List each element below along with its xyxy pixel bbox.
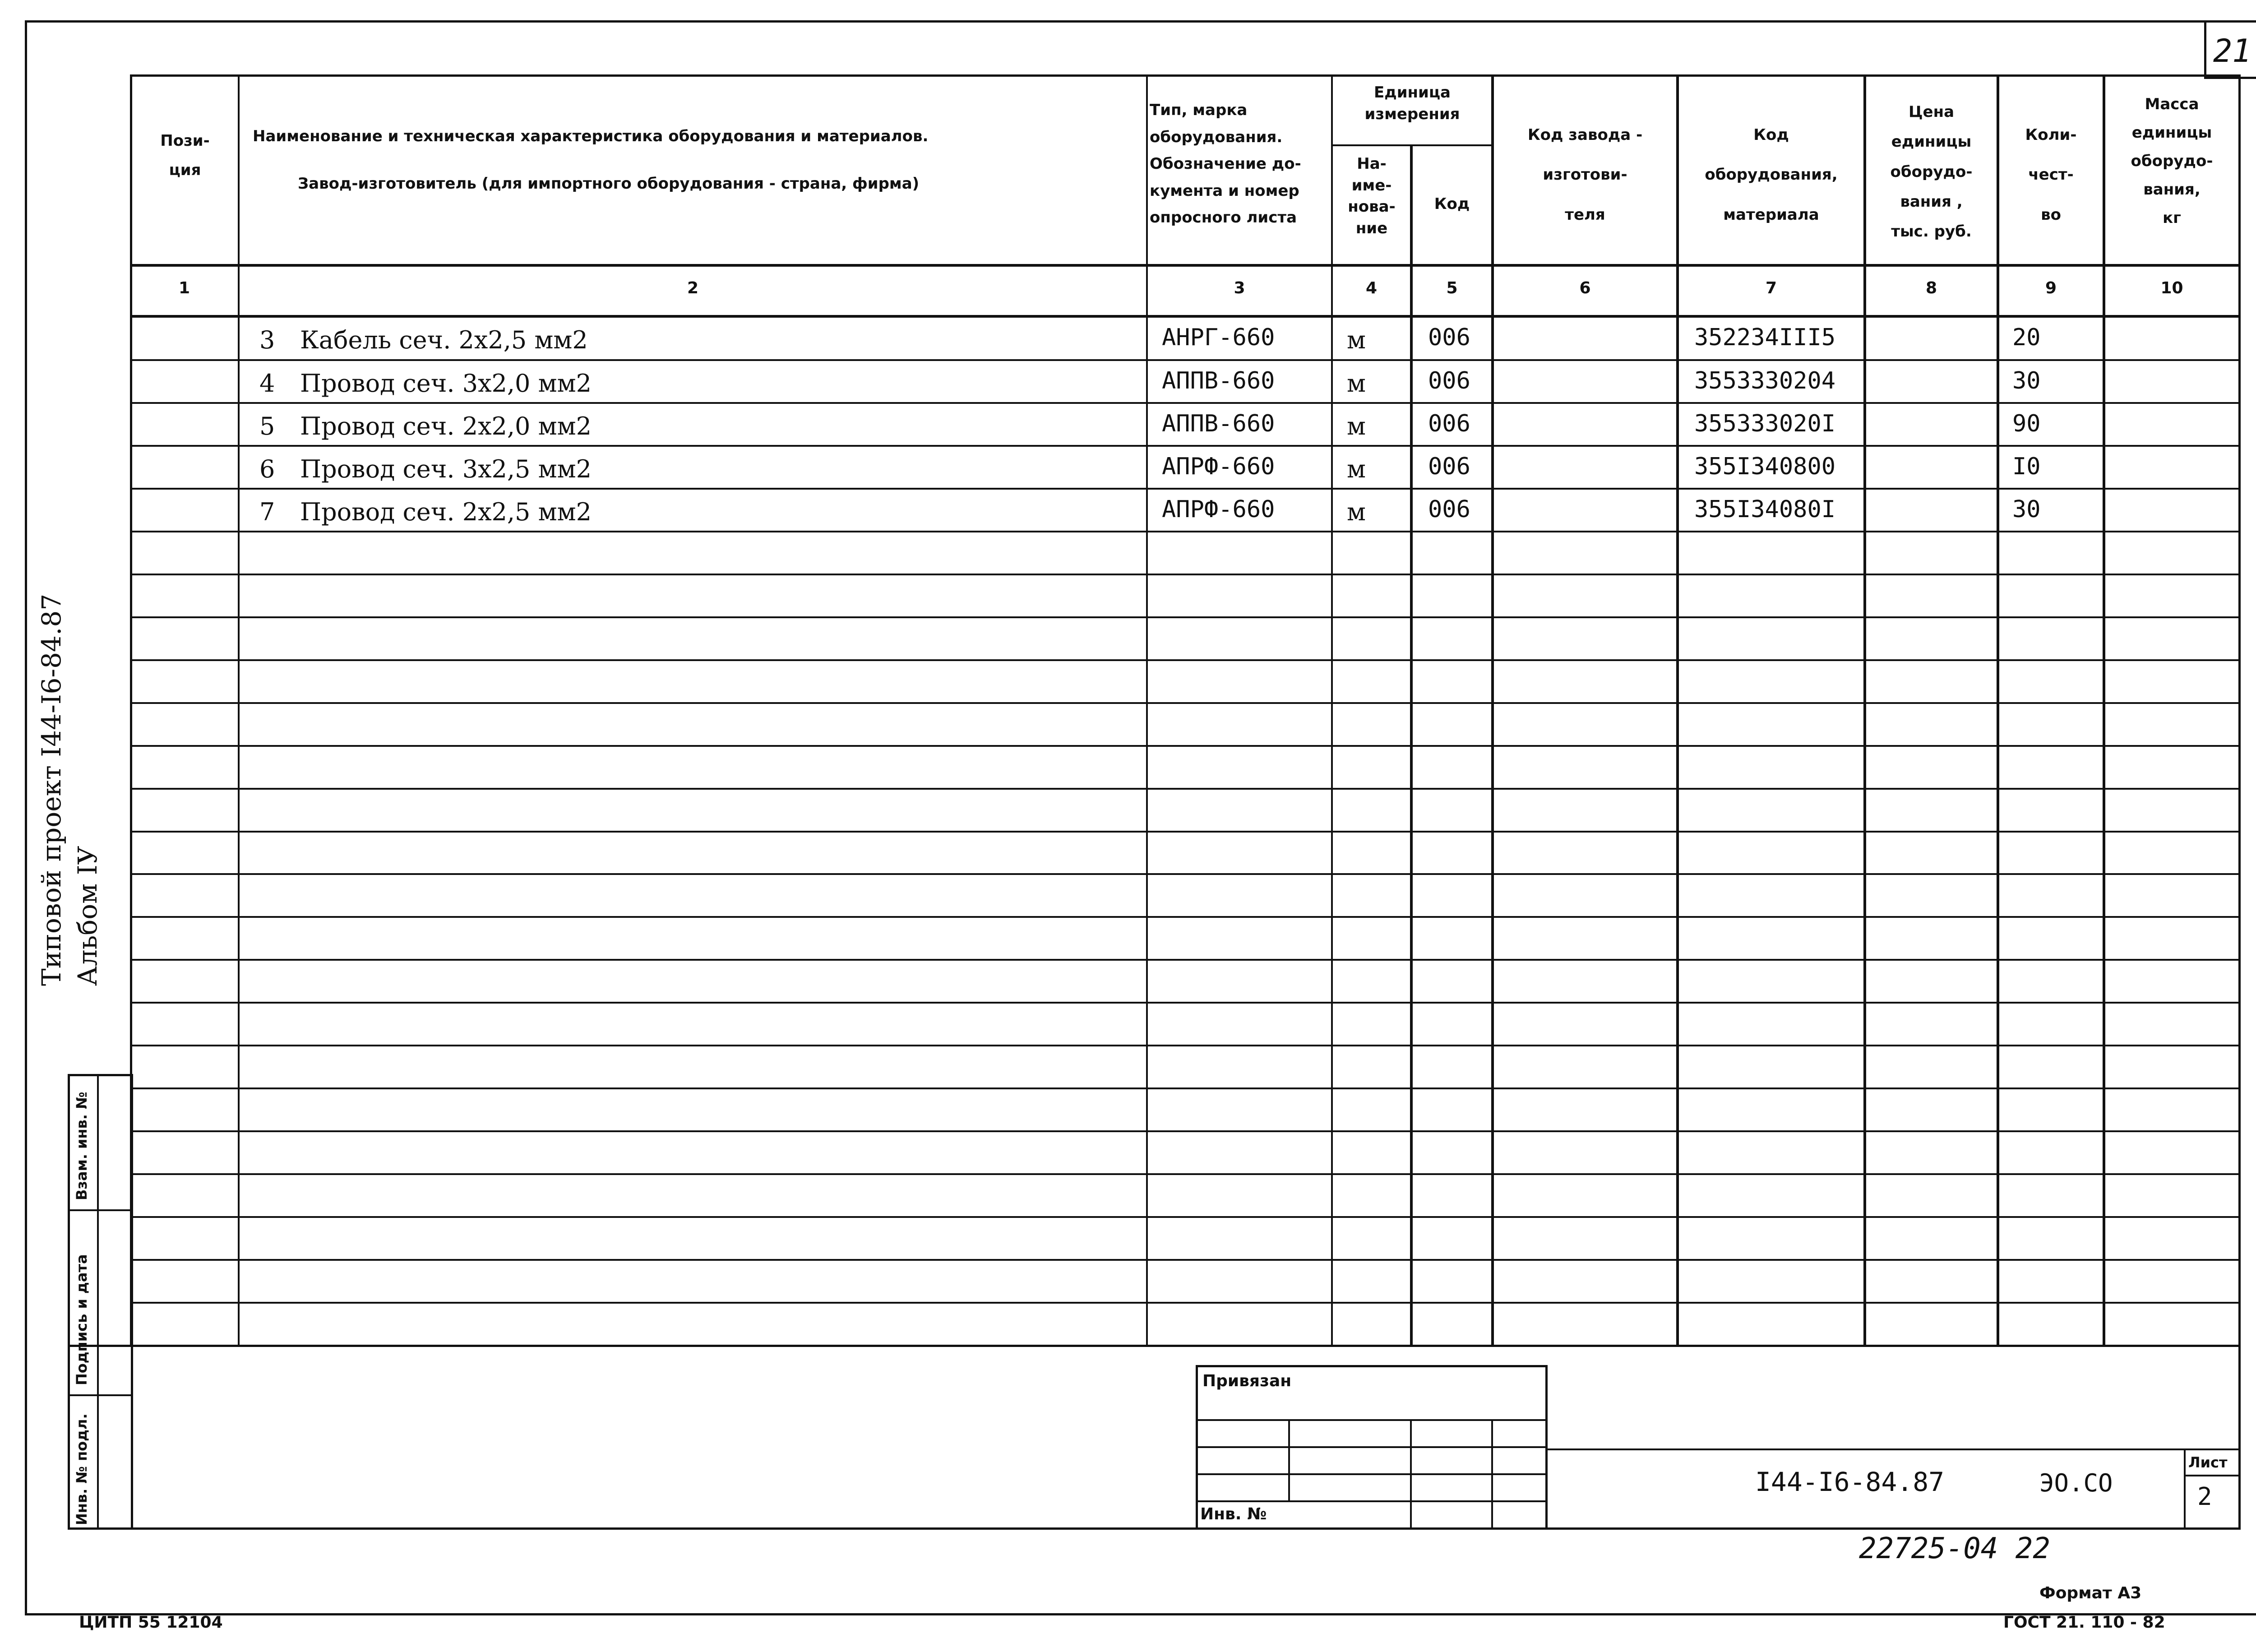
doc-code-top-line (1548, 1448, 2241, 1450)
header-name-line2: Завод-изготовитель (для импортного оборудования - страна, фирма) (298, 175, 920, 193)
row-name: Провод сеч. 3х2,5 мм2 (300, 455, 592, 483)
colnum-3: 3 (1234, 279, 1245, 297)
row-code: 352234III5 (1694, 324, 1836, 351)
row-name: Провод сеч. 2х2,0 мм2 (300, 412, 592, 440)
side-stamp-line-2 (68, 1394, 133, 1396)
row-qty: 90 (2012, 410, 2041, 437)
row-separator (130, 488, 2241, 490)
row-separator (130, 1087, 2241, 1089)
colnum-8: 8 (1925, 279, 1937, 297)
side-stamp-inv-podl: Инв. № подл. (73, 1413, 90, 1525)
row-unit-code: 006 (1428, 367, 1470, 394)
row-separator (130, 788, 2241, 790)
header-plant-code: Код завода - изготови- теля (1527, 126, 1643, 224)
row-code: 355I340800 (1694, 453, 1836, 480)
row-type: АППВ-660 (1162, 367, 1275, 394)
colnum-9: 9 (2045, 279, 2057, 297)
colnum-10: 10 (2160, 279, 2183, 297)
row-separator (130, 916, 2241, 918)
colnum-6: 6 (1579, 279, 1591, 297)
archive-number: 22725-04 22 (1859, 1532, 2050, 1565)
row-separator (130, 1002, 2241, 1004)
row-separator (130, 359, 2241, 361)
row-unit-code: 006 (1428, 496, 1470, 523)
unit-group-line (1331, 144, 1491, 146)
row-code: 355I34080I (1694, 496, 1836, 523)
row-separator (130, 574, 2241, 575)
row-separator (130, 873, 2241, 875)
colnum-2: 2 (687, 279, 699, 297)
header-name-line1: Наименование и техническая характеристика оборудования и материалов. (253, 127, 929, 145)
row-separator (130, 959, 2241, 961)
row-qty: 30 (2012, 496, 2041, 523)
row-unit: м (1347, 369, 1366, 398)
colnum-4: 4 (1365, 279, 1378, 297)
row-separator (130, 1173, 2241, 1175)
row-separator (130, 745, 2241, 747)
row-unit-code: 006 (1428, 453, 1470, 480)
sheet-box-divider (2184, 1448, 2186, 1530)
row-separator (130, 402, 2241, 404)
row-separator (130, 831, 2241, 833)
colnum-7: 7 (1765, 279, 1777, 297)
row-name: Провод сеч. 2х2,5 мм2 (300, 498, 592, 526)
privyazan-col-2 (1410, 1419, 1412, 1530)
side-stamp-vzam: Взам. инв. № (73, 1092, 90, 1200)
row-separator (130, 659, 2241, 661)
colnum-1: 1 (178, 279, 190, 297)
sheet-label: Лист (2188, 1454, 2228, 1471)
row-separator (130, 445, 2241, 447)
row-type: АПРФ-660 (1162, 496, 1275, 523)
header-mass: Масса единицы оборудо- вания, кг (2131, 95, 2213, 227)
side-stamp-line-1 (68, 1209, 133, 1211)
row-pos: 4 (259, 369, 275, 398)
row-qty: 20 (2012, 324, 2041, 351)
header-bottom-line (130, 264, 2241, 267)
side-title-line1: Типовой проект I44-I6-84.87 (36, 593, 67, 986)
row-qty: 30 (2012, 367, 2041, 394)
footer-cipt: ЦИТП 55 12104 (79, 1613, 223, 1632)
row-code: 355333020I (1694, 410, 1836, 437)
row-type: АНРГ-660 (1162, 324, 1275, 351)
header-price: Цена единицы оборудо- вания , тыс. руб. (1890, 103, 1973, 241)
row-separator (130, 1130, 2241, 1132)
doc-code: I44-I6-84.87 (1755, 1467, 1945, 1497)
privyazan-col-1 (1288, 1419, 1290, 1500)
footer-format: Формат А3 (2039, 1584, 2142, 1602)
row-pos: 5 (259, 412, 275, 440)
row-pos: 3 (259, 326, 275, 354)
corner-number: 21 (2213, 32, 2251, 69)
row-unit-code: 006 (1428, 410, 1470, 437)
bottom-area (68, 1345, 2241, 1530)
doc-mark: ЭО.СО (2039, 1469, 2113, 1497)
privyazan-line-4 (1196, 1500, 1548, 1502)
row-separator (130, 1045, 2241, 1046)
row-type: АППВ-660 (1162, 410, 1275, 437)
header-equipment-code: Код оборудования, материала (1705, 126, 1838, 224)
row-code: 3553330204 (1694, 367, 1836, 394)
privyazan-line-3 (1196, 1473, 1548, 1475)
header-unit-name: На- име- нова- ние (1348, 155, 1396, 237)
inv-no-label: Инв. № (1200, 1505, 1267, 1523)
side-title-line2: Альбом IУ (72, 846, 103, 986)
privyazan-line-1 (1196, 1419, 1548, 1421)
footer-gost: ГОСТ 21. 110 - 82 (2003, 1613, 2165, 1632)
row-pos: 7 (259, 498, 275, 526)
privyazan-col-3 (1491, 1419, 1493, 1530)
header-position: Пози- ция (160, 132, 210, 179)
sheet-number: 2 (2197, 1482, 2212, 1511)
row-unit: м (1347, 498, 1366, 526)
row-unit: м (1347, 412, 1366, 440)
colnum-bottom-line (130, 315, 2241, 318)
colnum-5: 5 (1446, 279, 1458, 297)
row-separator (130, 1259, 2241, 1261)
row-unit: м (1347, 455, 1366, 483)
header-type: Тип, марка оборудования. Обозначение до- кумента и номер опросного листа (1150, 101, 1301, 227)
header-unit-group: Единица измерения (1364, 83, 1460, 123)
privyazan-line-2 (1196, 1446, 1548, 1448)
row-separator (130, 1302, 2241, 1304)
sheet-box-line (2184, 1475, 2241, 1476)
row-name: Провод сеч. 3х2,0 мм2 (300, 369, 592, 398)
row-qty: I0 (2012, 453, 2041, 480)
header-quantity: Коли- чест- во (2025, 126, 2077, 224)
row-type: АПРФ-660 (1162, 453, 1275, 480)
row-name: Кабель сеч. 2х2,5 мм2 (300, 326, 588, 354)
side-stamp-podpis: Подпись и дата (73, 1254, 90, 1385)
row-separator (130, 531, 2241, 532)
header-unit-code: Код (1434, 195, 1470, 213)
side-stamp-divider (97, 1074, 99, 1530)
row-pos: 6 (259, 455, 275, 483)
row-unit: м (1347, 326, 1366, 354)
privyazan-label: Привязан (1202, 1372, 1292, 1390)
row-separator (130, 1216, 2241, 1218)
row-separator (130, 702, 2241, 704)
row-separator (130, 616, 2241, 618)
row-unit-code: 006 (1428, 324, 1470, 351)
